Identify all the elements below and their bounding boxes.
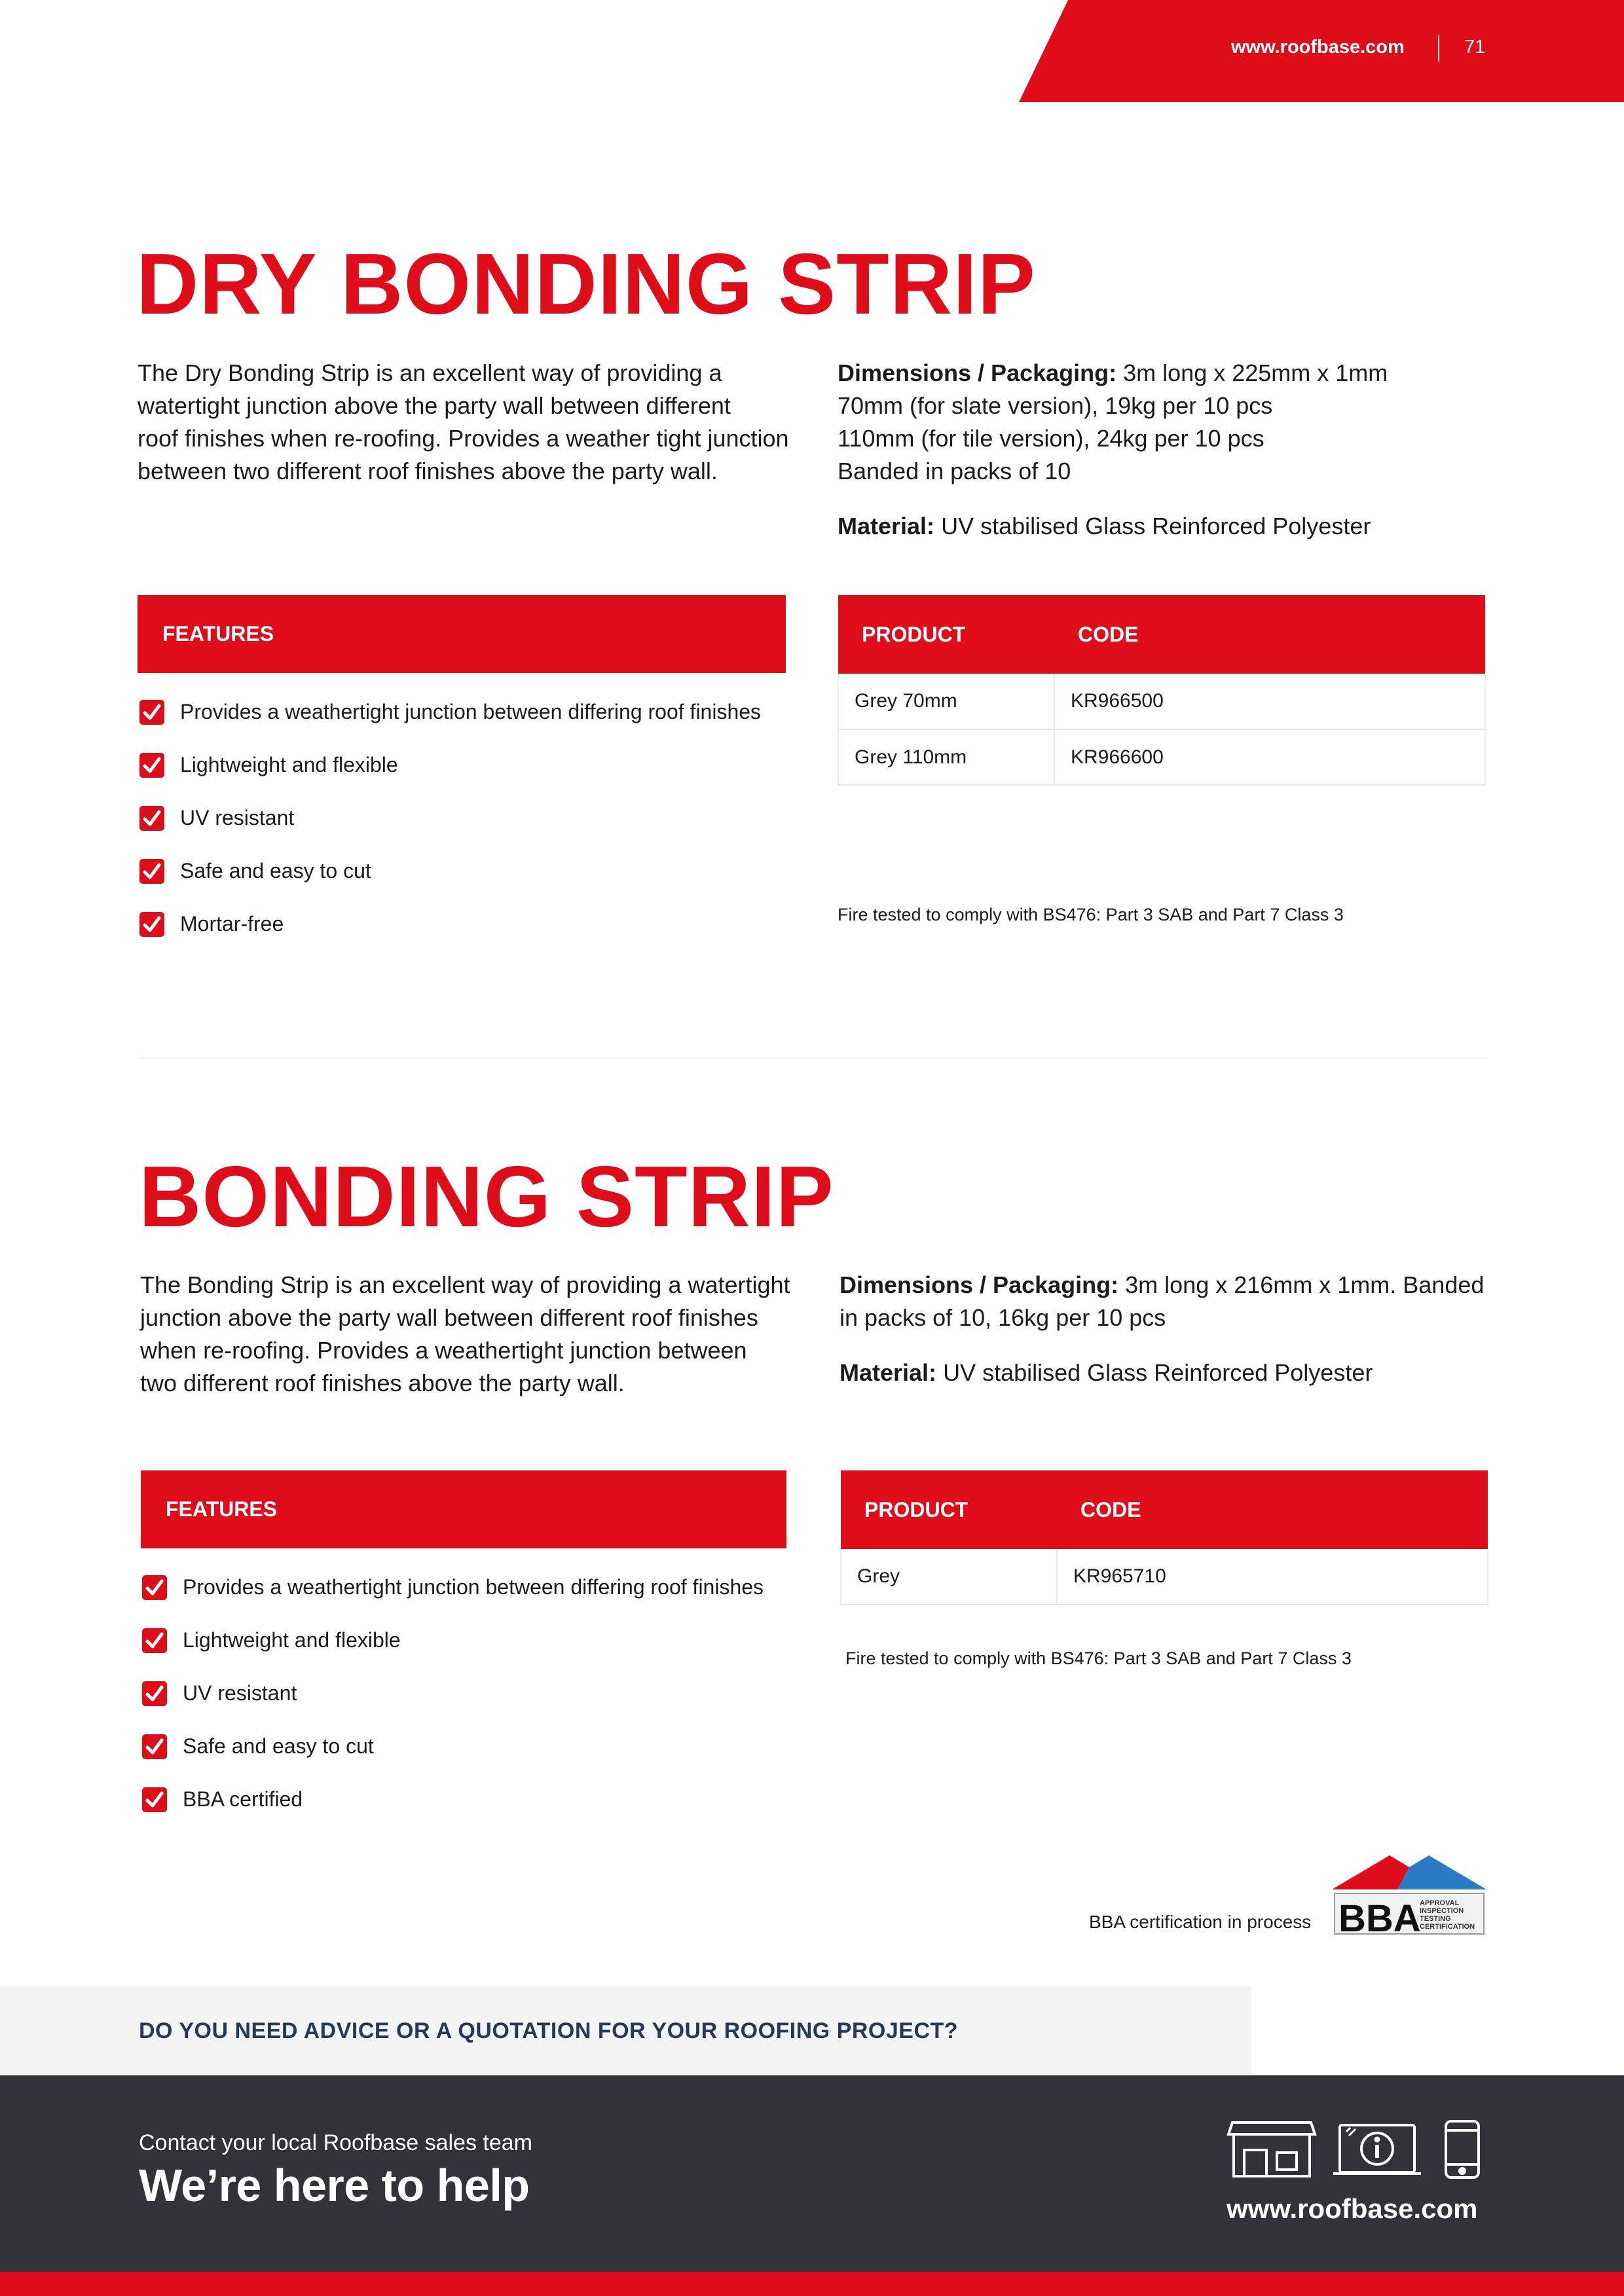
contact-subtitle: Contact your local Roofbase sales team — [139, 2130, 532, 2155]
description-line: when re-roofing. Provides a weathertight junction between — [140, 1337, 747, 1364]
feature-item — [139, 792, 794, 845]
checkmark-icon — [142, 1628, 167, 1653]
checkmark-icon — [142, 1787, 167, 1812]
table-row — [838, 674, 1485, 729]
feature-text: Provides a weathertight junction between differing roof finishes — [183, 1575, 764, 1599]
feature-item — [142, 1773, 797, 1826]
feature-text: Safe and easy to cut — [183, 1734, 374, 1758]
feature-text: UV resistant — [183, 1681, 297, 1705]
description-line: The Bonding Strip is an excellent way of providing a watertight — [140, 1271, 790, 1298]
feature-item — [142, 1561, 797, 1614]
material-label: Material: — [838, 513, 935, 539]
bba-logo-subtext: INSPECTION — [1420, 1907, 1464, 1915]
bba-logo-text: BBA — [1338, 1897, 1421, 1938]
description-line: watertight junction above the party wall between different — [138, 392, 731, 419]
checkmark-icon — [139, 912, 164, 937]
section1-title: DRY BONDING STRIP — [136, 236, 1036, 332]
dimensions-line: Banded in packs of 10 — [838, 458, 1071, 484]
product-cell: Grey — [841, 1549, 1057, 1605]
checkmark-icon — [142, 1734, 167, 1759]
features-heading: FEATURES — [162, 622, 274, 646]
laptop-info-icon — [1333, 2125, 1421, 2174]
feature-text: Lightweight and flexible — [183, 1628, 401, 1652]
section1-description — [138, 357, 792, 488]
dimensions-line: in packs of 10, 16kg per 10 pcs — [840, 1304, 1166, 1331]
bba-logo — [1332, 1850, 1486, 1941]
code-cell: KR965710 — [1057, 1549, 1488, 1605]
bba-caption: BBA certification in process — [1089, 1912, 1312, 1932]
bba-logo-subtext: CERTIFICATION — [1420, 1923, 1475, 1931]
store-icon — [1228, 2123, 1315, 2176]
section1-specs — [838, 357, 1492, 543]
dimensions-line: 70mm (for slate version), 19kg per 10 pcs — [838, 392, 1273, 419]
section2-specs — [840, 1269, 1494, 1389]
description-line: two different roof finishes above the party wall. — [140, 1370, 625, 1396]
column-header-product: PRODUCT — [841, 1470, 1057, 1549]
feature-item — [139, 685, 794, 738]
feature-item — [142, 1667, 797, 1720]
feature-item — [142, 1720, 797, 1773]
code-cell: KR966600 — [1054, 729, 1485, 785]
checkmark-icon — [142, 1681, 167, 1706]
fire-test-note: Fire tested to comply with BS476: Part 3 SAB and Part 7 Class 3 — [838, 905, 1344, 924]
features-list — [139, 685, 794, 951]
advice-banner — [0, 1986, 1251, 2075]
material-value: UV stabilised Glass Reinforced Polyester — [941, 513, 1371, 539]
features-heading-bar — [138, 595, 786, 673]
checkmark-icon — [139, 806, 164, 831]
table-row — [841, 1549, 1488, 1605]
checkmark-icon — [139, 753, 164, 778]
dimensions-line — [838, 357, 1492, 390]
column-header-code: CODE — [1054, 595, 1485, 674]
footer-red-strip — [0, 2272, 1624, 2296]
code-cell: KR966500 — [1054, 674, 1485, 729]
features-heading: FEATURES — [166, 1497, 278, 1521]
product-cell: Grey 70mm — [838, 674, 1054, 729]
features-heading-bar — [141, 1470, 786, 1548]
feature-text: Lightweight and flexible — [180, 753, 398, 776]
material-line — [840, 1357, 1494, 1389]
fire-test-note: Fire tested to comply with BS476: Part 3 SAB and Part 7 Class 3 — [845, 1649, 1352, 1668]
contact-headline: We’re here to help — [139, 2160, 530, 2211]
footer-icons — [1225, 2120, 1493, 2183]
header-separator — [1438, 35, 1439, 62]
feature-item — [142, 1614, 797, 1667]
checkmark-icon — [139, 859, 164, 884]
description-line: The Dry Bonding Strip is an excellent way of providing a — [138, 359, 722, 386]
feature-item — [139, 845, 794, 898]
feature-text: UV resistant — [180, 806, 295, 829]
column-header-product: PRODUCT — [838, 595, 1054, 674]
product-table — [840, 1470, 1488, 1605]
material-label: Material: — [840, 1359, 937, 1386]
dimensions-line: 110mm (for tile version), 24kg per 10 pcs — [838, 425, 1264, 452]
dimensions-line — [840, 1269, 1494, 1302]
footer-url[interactable]: www.roofbase.com — [1227, 2193, 1478, 2224]
description-line: junction above the party wall between different roof finishes — [140, 1304, 758, 1331]
material-value: UV stabilised Glass Reinforced Polyester — [943, 1359, 1373, 1386]
table-header-row — [838, 595, 1485, 674]
dimensions-value: 3m long x 216mm x 1mm. Banded — [1125, 1271, 1485, 1298]
features-list — [142, 1561, 797, 1826]
dimensions-value: 3m long x 225mm x 1mm — [1123, 359, 1388, 386]
advice-text: DO YOU NEED ADVICE OR A QUOTATION FOR YOUR ROOFING PROJECT? — [139, 2018, 959, 2043]
section2-description — [140, 1269, 795, 1400]
checkmark-icon — [142, 1575, 167, 1600]
material-line — [838, 510, 1492, 543]
section2-title: BONDING STRIP — [139, 1148, 834, 1245]
mobile-phone-icon — [1446, 2121, 1479, 2178]
bba-logo-subtext: TESTING — [1420, 1915, 1451, 1923]
feature-text: Mortar-free — [180, 912, 284, 936]
description-line: between two different roof finishes above the party wall. — [138, 458, 718, 484]
header-url[interactable]: www.roofbase.com — [1231, 37, 1405, 58]
dimensions-label: Dimensions / Packaging: — [838, 359, 1117, 386]
product-table — [838, 595, 1486, 786]
bba-logo-subtext: APPROVAL — [1420, 1899, 1460, 1907]
column-header-code: CODE — [1057, 1470, 1488, 1549]
feature-item — [139, 738, 794, 792]
product-cell: Grey 110mm — [838, 729, 1054, 785]
checkmark-icon — [139, 700, 164, 725]
dimensions-label: Dimensions / Packaging: — [840, 1271, 1119, 1298]
section-divider — [139, 1057, 1488, 1059]
feature-text: BBA certified — [183, 1787, 303, 1811]
page-number: 71 — [1464, 37, 1486, 58]
table-row — [838, 729, 1485, 785]
table-header-row — [841, 1470, 1488, 1549]
description-line: roof finishes when re-roofing. Provides a weather tight junction — [138, 425, 789, 452]
feature-text: Safe and easy to cut — [180, 859, 371, 883]
feature-item — [139, 898, 794, 951]
feature-text: Provides a weathertight junction between differing roof finishes — [180, 700, 762, 723]
